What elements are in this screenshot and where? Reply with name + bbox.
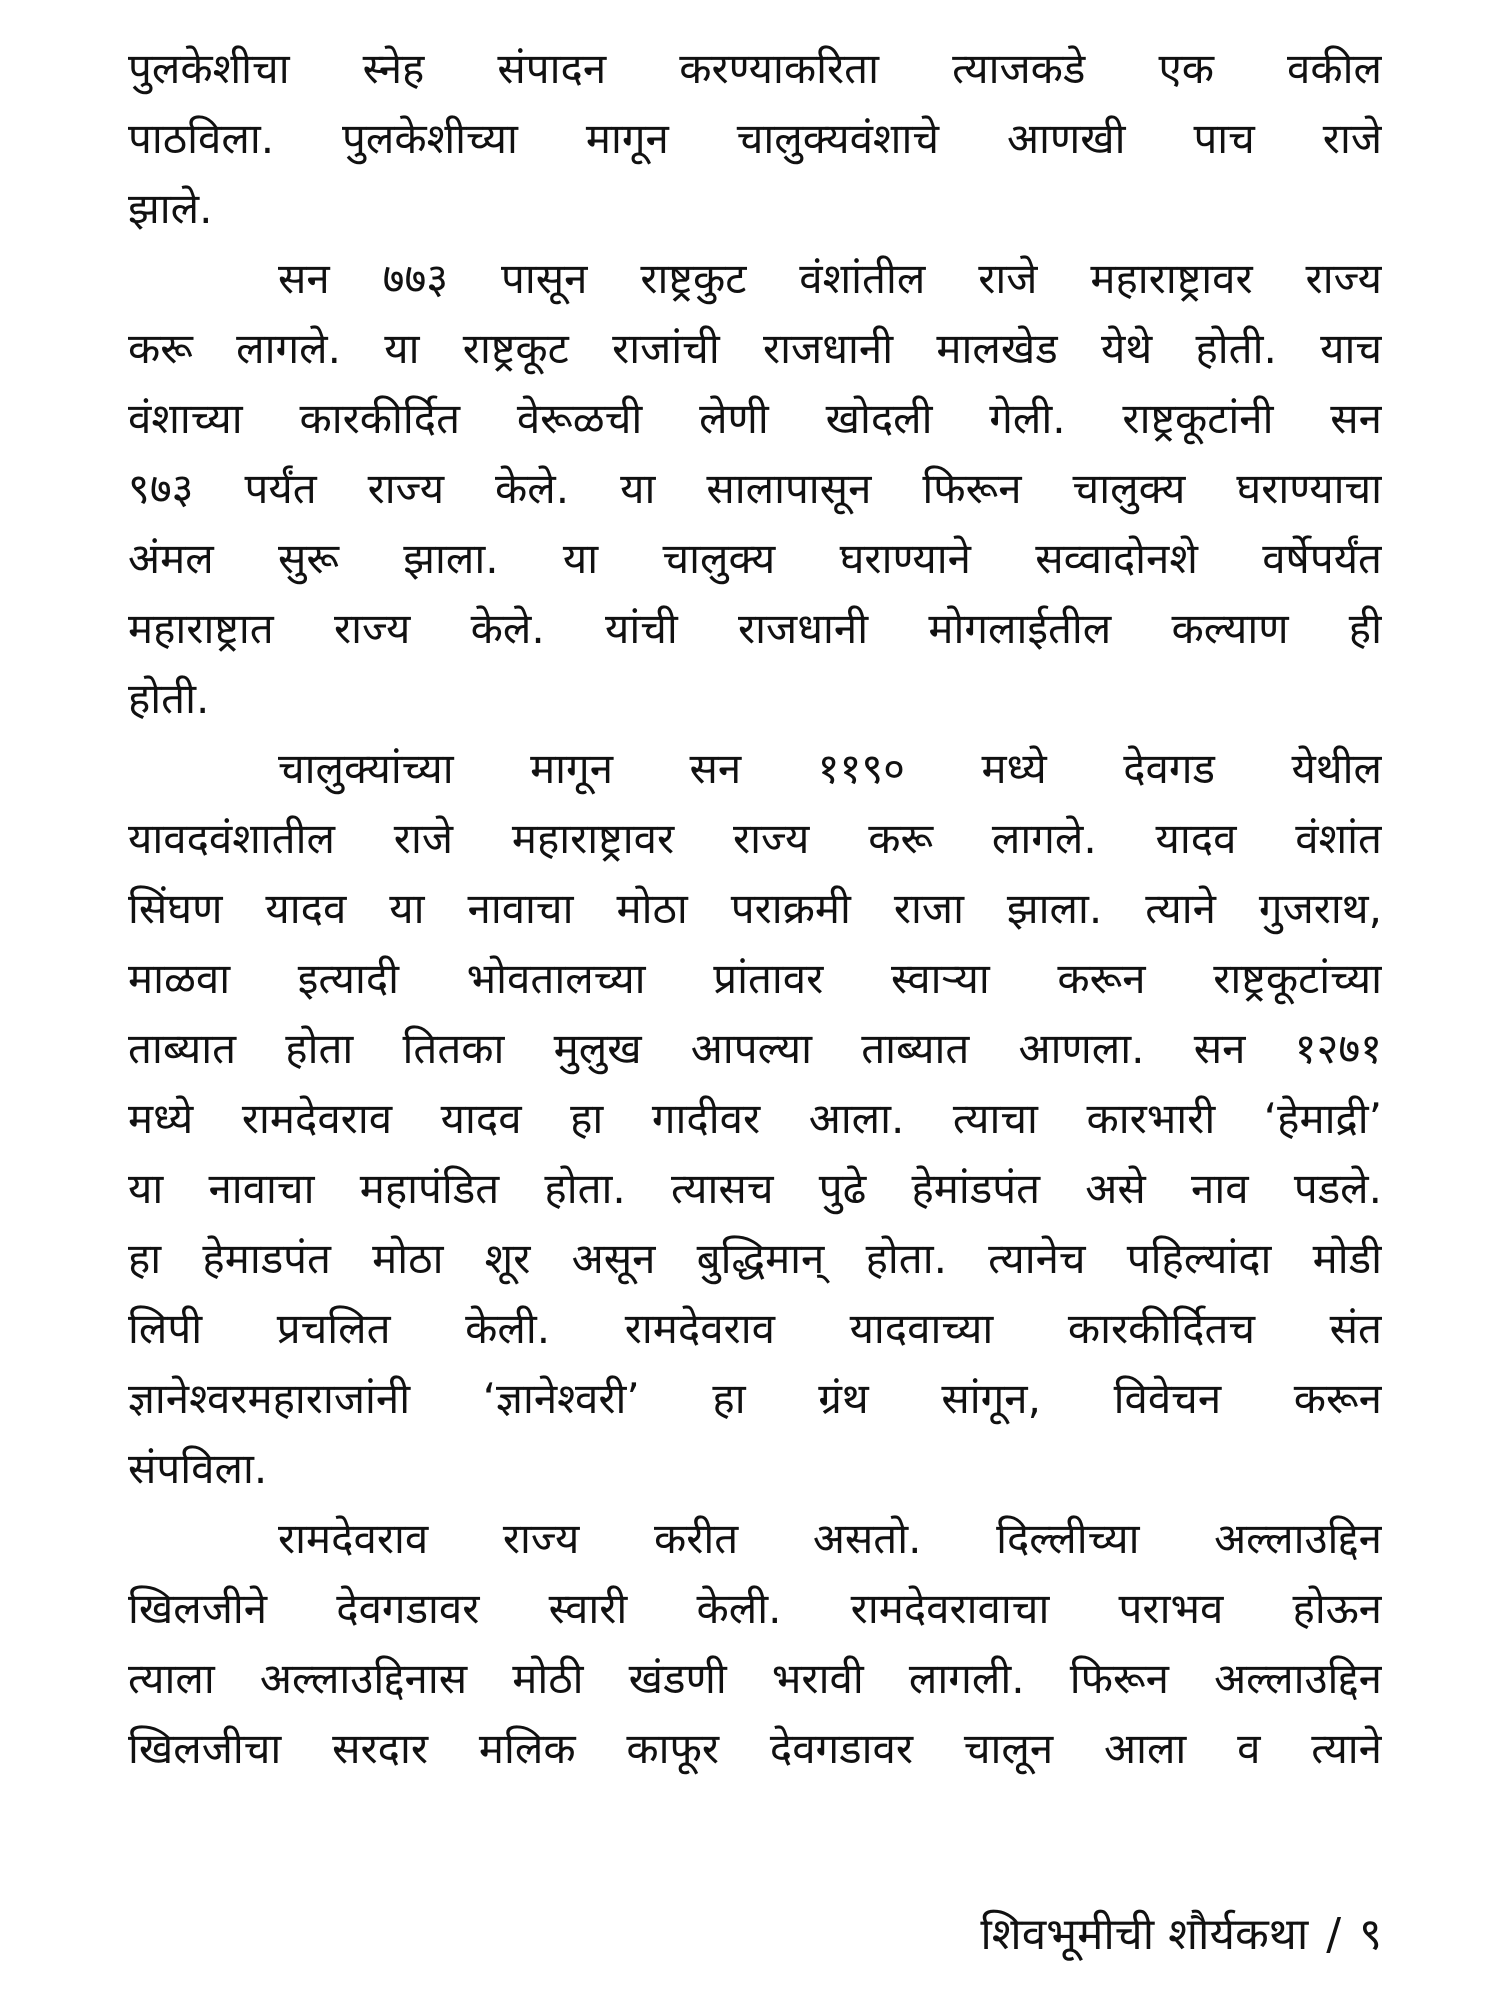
text-line: या नावाचा महापंडित होता. त्यासच पुढे हेमांडपंत असे नाव पडले. [128,1164,1382,1213]
text-line: खिलजीचा सरदार मलिक काफूर देवगडावर चालून आला व त्याने [128,1724,1382,1773]
text-line: लिपी प्रचलित केली. रामदेवराव यादवाच्या कारकीर्दितच संत [128,1304,1382,1353]
text-line: त्याला अल्लाउद्दिनास मोठी खंडणी भरावी लागली. फिरून अल्लाउद्दिन [128,1654,1382,1703]
text-line: महाराष्ट्रात राज्य केले. यांची राजधानी मोगलाईतील कल्याण ही [128,604,1382,653]
text-line: ज्ञानेश्वरमहाराजांनी ‘ज्ञानेश्वरी’ हा ग्रंथ सांगून, विवेचन करून [128,1374,1382,1423]
text-line: अंमल सुरू झाला. या चालुक्य घराण्याने सव्वादोनशे वर्षेपर्यंत [128,534,1382,583]
page-number: ९ [1359,1909,1382,1960]
text-line: माळवा इत्यादी भोवतालच्या प्रांतावर स्वाऱ्या करून राष्ट्रकूटांच्या [128,954,1382,1003]
text-line: यावदवंशातील राजे महाराष्ट्रावर राज्य करू लागले. यादव वंशांत [128,814,1382,863]
text-line: पाठविला. पुलकेशीच्या मागून चालुक्यवंशाचे आणखी पाच राजे [128,114,1382,163]
paragraph-1 [128,34,1382,244]
text-line: सिंघण यादव या नावाचा मोठा पराक्रमी राजा झाला. त्याने गुजराथ, [128,884,1382,933]
book-title: शिवभूमीची शौर्यकथा [980,1909,1309,1960]
footer-separator: / [1326,1909,1342,1960]
text-line: ताब्यात होता तितका मुलुख आपल्या ताब्यात आणला. सन १२७१ [128,1024,1382,1073]
paragraph-2 [128,244,1382,734]
body-text [128,34,1382,1784]
page-footer [962,1900,1382,1970]
text-line: करू लागले. या राष्ट्रकूट राजांची राजधानी मालखेड येथे होती. याच [128,324,1382,373]
text-line: सन ७७३ पासून राष्ट्रकुट वंशांतील राजे महाराष्ट्रावर राज्य [278,254,1382,303]
text-line: मध्ये रामदेवराव यादव हा गादीवर आला. त्याचा कारभारी ‘हेमाद्री’ [128,1094,1382,1143]
text-line: झाले. [128,184,213,233]
text-line: पुलकेशीचा स्नेह संपादन करण्याकरिता त्याजकडे एक वकील [128,44,1382,93]
text-line: हा हेमाडपंत मोठा शूर असून बुद्धिमान् होता. त्यानेच पहिल्यांदा मोडी [128,1234,1382,1283]
text-line: होती. [128,674,210,723]
paragraph-4 [128,1504,1382,1784]
text-line: खिलजीने देवगडावर स्वारी केली. रामदेवरावाचा पराभव होऊन [128,1584,1382,1633]
text-line: वंशाच्या कारकीर्दित वेरूळची लेणी खोदली गेली. राष्ट्रकूटांनी सन [128,394,1382,443]
text-line: चालुक्यांच्या मागून सन ११९० मध्ये देवगड येथील [278,744,1382,793]
text-line: संपविला. [128,1444,268,1493]
text-line: ९७३ पर्यंत राज्य केले. या सालापासून फिरून चालुक्य घराण्याचा [128,464,1382,513]
paragraph-3 [128,734,1382,1504]
text-line: रामदेवराव राज्य करीत असतो. दिल्लीच्या अल्लाउद्दिन [278,1514,1382,1563]
